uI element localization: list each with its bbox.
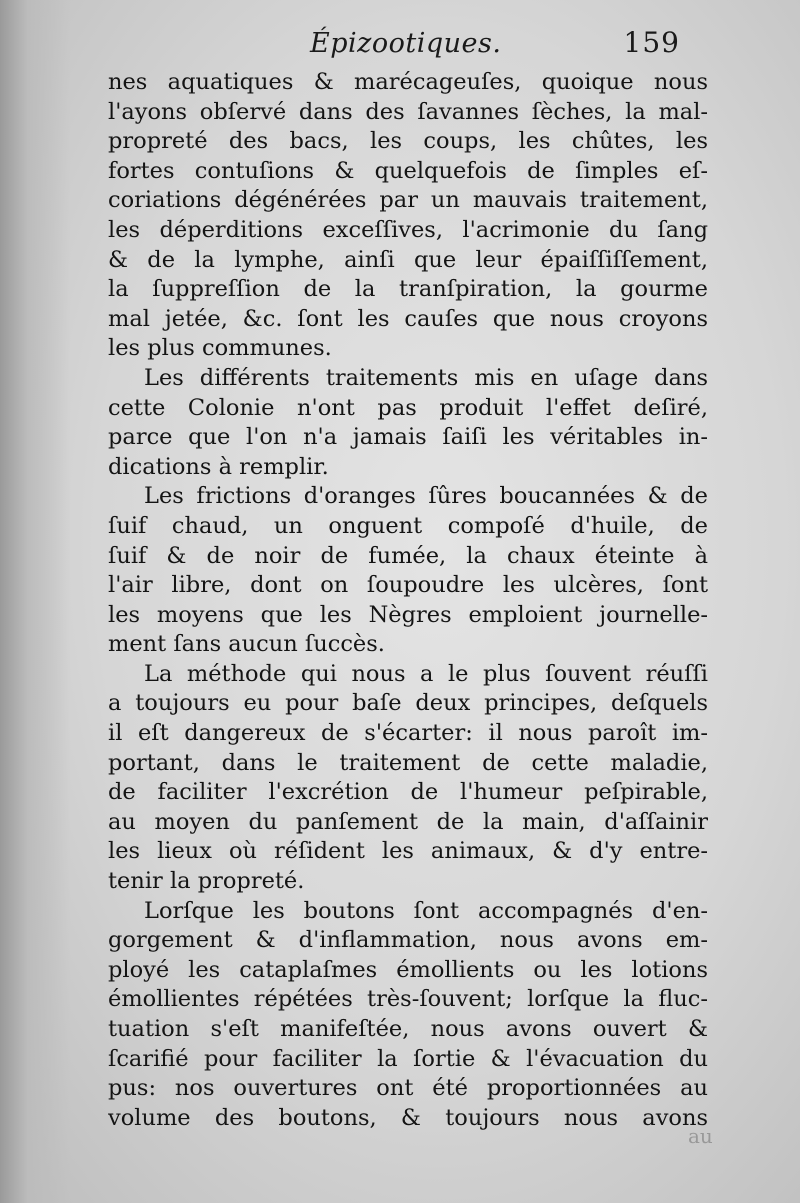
text-line: les plus communes. [108,335,332,362]
text-line: pus: nos ouvertures ont été proportionnées au [108,1075,708,1102]
text-line: l'ayons obſervé dans des ſavannes ſèches, la mal- [108,98,708,125]
running-head: Épizootiques. [310,28,502,59]
text-line: les moyens que les Nègres emploient journelle- [108,601,708,628]
text-line: nes aquatiques & marécageuſes, quoique nous [108,69,708,95]
text-line: les lieux où réſident les animaux, & d'y entre- [108,838,708,865]
text-line: coriations dégénérées par un mauvais traitement, [108,187,708,214]
text-line: gorgement & d'inflammation, nous avons em- [108,927,708,954]
text-line: mal jetée, &c. ſont les cauſes que nous croyons [108,305,708,332]
text-line: fortes contuſions & quelquefois de ſimples eſ- [108,157,708,184]
text-line: & de la lymphe, ainſi que leur épaiſſiſſement, [108,246,708,273]
text-line: parce que l'on n'a jamais ſaiſi les véritables in- [108,424,708,451]
text-line: cette Colonie n'ont pas produit l'effet deſiré, [108,394,708,421]
text-line: dications à remplir. [108,453,329,480]
text-line: propreté des bacs, les coups, les chûtes, les [108,128,708,155]
text-line: émollientes répétées très-ſouvent; lorſque la fluc- [108,986,708,1013]
text-line: tuation s'eſt manifeſtée, nous avons ouvert & [108,1016,708,1042]
text-line: ment ſans aucun ſuccès. [108,631,385,658]
text-line: Les frictions d'oranges ſûres boucannées & de [144,483,708,510]
text-line: ſuif & de noir de fumée, la chaux éteinte à [108,542,708,569]
text-line: Les différents traitements mis en uſage dans [144,364,708,391]
text-line: volume des boutons, & toujours nous avons [108,1104,708,1131]
text-line: de faciliter l'excrétion de l'humeur peſpirable, [108,779,708,806]
page-gutter-shadow [0,0,70,1203]
text-line: la ſuppreſſion de la tranſpiration, la gourme [108,276,708,303]
text-line: tenir la propreté. [108,868,305,895]
body-text [108,68,708,1133]
paragraph [108,482,708,660]
text-line: portant, dans le traitement de cette maladie, [108,749,708,776]
catchword: au [688,1124,713,1148]
page-number: 159 [623,26,680,59]
text-line: il eſt dangereux de s'écarter: il nous paroît im- [108,720,708,747]
text-line: Lorſque les boutons ſont accompagnés d'en- [144,897,708,924]
text-line: ſcarifié pour faciliter la ſortie & l'évacuation du [108,1045,708,1072]
paragraph [108,660,708,897]
text-line: l'air libre, dont on ſoupoudre les ulcères, ſont [108,572,708,599]
text-line: La méthode qui nous a le plus ſouvent réuſſi [144,660,708,687]
text-line: a toujours eu pour baſe deux principes, deſquels [108,690,708,717]
text-line: ployé les cataplaſmes émollients ou les lotions [108,956,708,983]
page-header [110,24,710,64]
text-line: au moyen du panſement de la main, d'aſſainir [108,808,708,835]
paragraph [108,897,708,1134]
paragraph [108,364,708,482]
paragraph [108,68,708,364]
text-line: ſuif chaud, un onguent compoſé d'huile, de [108,512,708,539]
text-line: les déperditions exceſſives, l'acrimonie du ſang [108,216,708,243]
